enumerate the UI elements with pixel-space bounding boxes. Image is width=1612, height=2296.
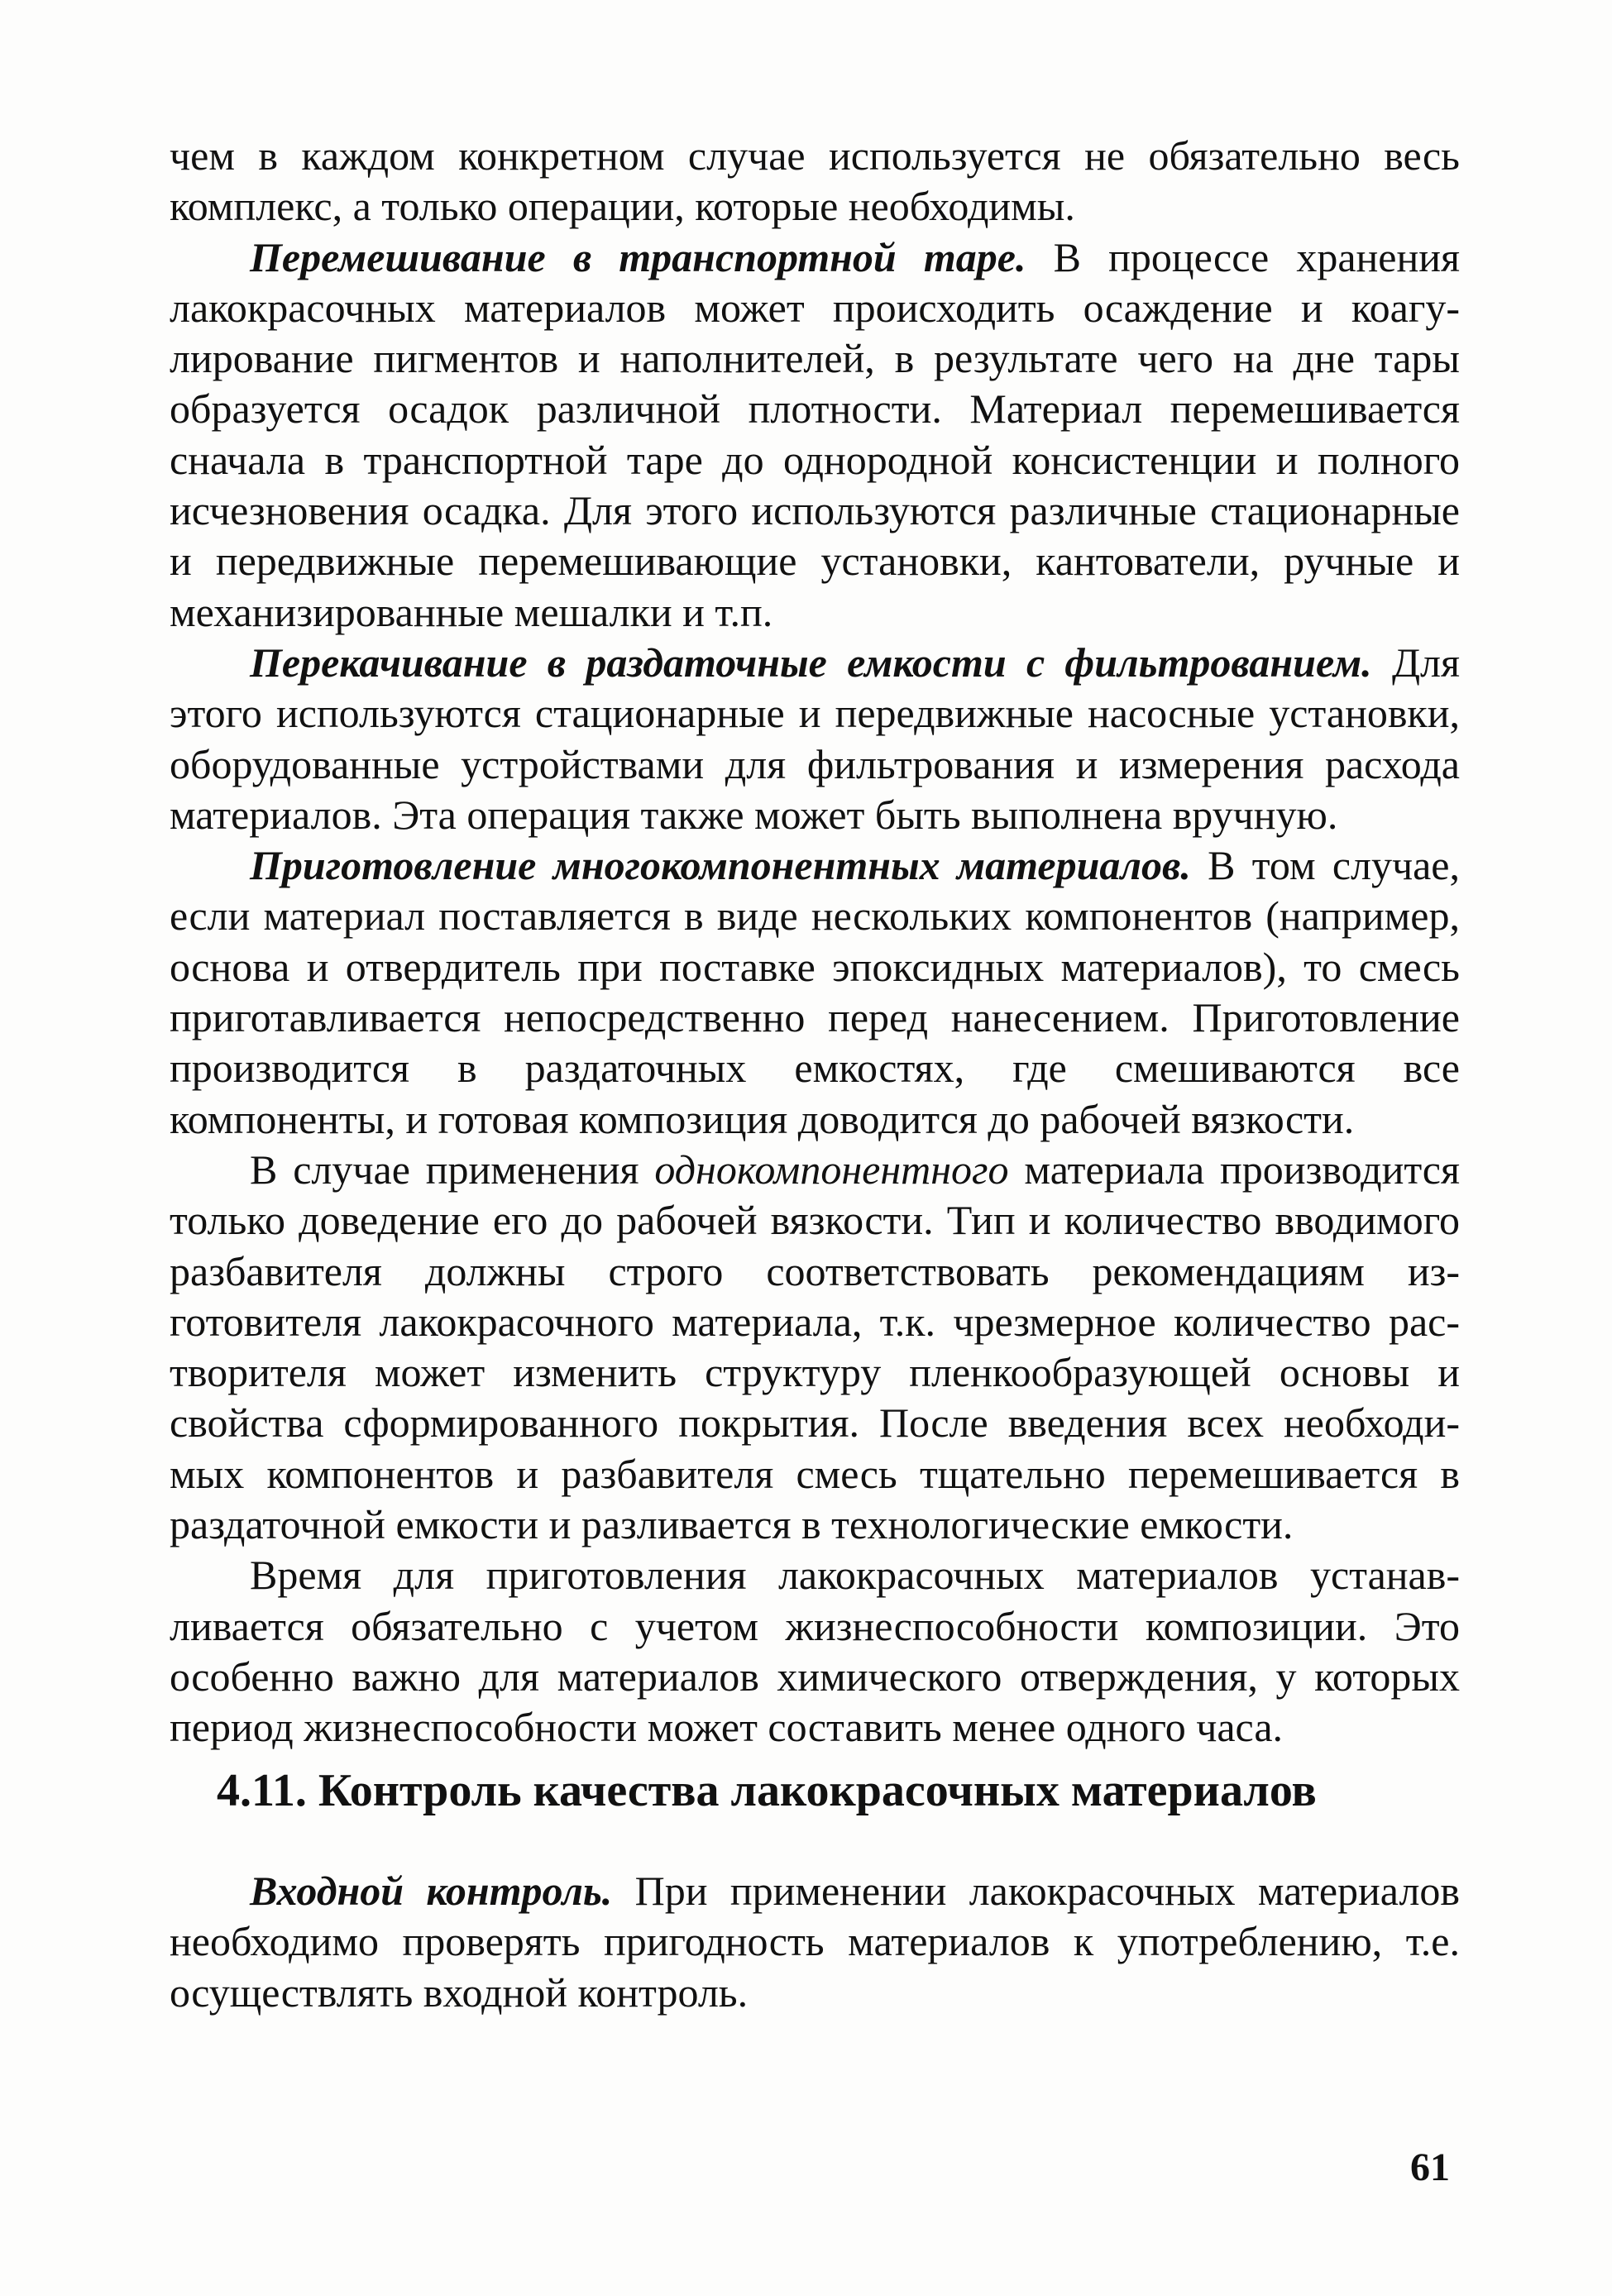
paragraph-text: Время для приготовления лакокрасочных материалов устанавливается обязательно с учетом жизнеспособности композиции. Это особенно важно для материалов химического отверждения, у которых период жизнеспособности может составить менее одного часа.: [170, 1552, 1460, 1751]
section-heading: 4.11. Контроль качества лакокрасочных материалов: [217, 1765, 1317, 1816]
paragraph-lead: Перемешивание в транспортной таре.: [250, 233, 1026, 280]
paragraph-text: В случае применения: [250, 1146, 655, 1193]
paragraph-text: чем в каждом конкретном случае используется не обязательно весь комплекс, а только операции, которые необходимы.: [170, 132, 1460, 230]
paragraph-continuation: [170, 131, 1460, 232]
paragraph-italic-term: однокомпонентного: [654, 1146, 1009, 1193]
paragraph-time: [170, 1550, 1460, 1753]
page-number: 61: [1410, 2145, 1450, 2189]
paragraph-text: материала производится только доведение его до рабочей вязкости. Тип и количество вводимого разбавителя должны строго соответствовать рекомендациям изготовителя лакокрасочного материала, т.к. чрезмерное количество растворителя может изменить структуру пленкообразующей основы и свойства сформированного покрытия. После введения всех необходимых компонентов и разбавителя смесь тщательно перемешивается в раздаточной емкости и разливается в технологические емкости.: [170, 1146, 1460, 1548]
paragraph-text: В том случае, если материал поставляется в виде нескольких компонентов (например, основа и отвердитель при поставке эпоксидных материалов), то смесь приготавливается непосредственно перед нанесением. Приготовление производится в раздаточных емкостях, где смешиваются все компоненты, и готовая композиция доводится до рабочей вязкости.: [170, 842, 1461, 1142]
paragraph-text: В процессе хранения лакокрасочных материалов может происходить осаждение и коагулирование пигментов и наполнителей, в результате чего на дне тары образуется осадок различной плотности. Материал перемешивается сначала в транспортной таре до однородной консистенции и полного исчезновения осадка. Для этого используются различные стационарные и передвижные перемешивающие установки, кантователи, ручные и механизированные мешалки и т.п.: [170, 233, 1460, 635]
paragraph-incoming-control: [170, 1866, 1460, 2018]
paragraph-lead: Входной контроль.: [250, 1868, 613, 1914]
paragraph-text: Для этого используются стационарные и передвижные насосные установки, оборудованные устройствами для фильтрования и измерения расхода материалов. Эта операция также может быть выполнена вручную.: [170, 639, 1460, 838]
paragraph-preparation: [170, 840, 1460, 1145]
paragraph-single-component: [170, 1145, 1460, 1550]
paragraph-lead: Перекачивание в раздаточные емкости с фильтрованием.: [250, 639, 1372, 686]
paragraph-text: При применении лакокрасочных материалов необходимо проверять пригодность материалов к употреблению, т.е. осуществлять входной контроль.: [170, 1868, 1461, 2016]
body-text: [170, 131, 1460, 1753]
paragraph-mixing: [170, 232, 1460, 638]
paragraph-pumping: [170, 638, 1460, 840]
section-body-text: [170, 1866, 1460, 2018]
paragraph-lead: Приготовление многокомпонентных материалов.: [250, 842, 1191, 889]
